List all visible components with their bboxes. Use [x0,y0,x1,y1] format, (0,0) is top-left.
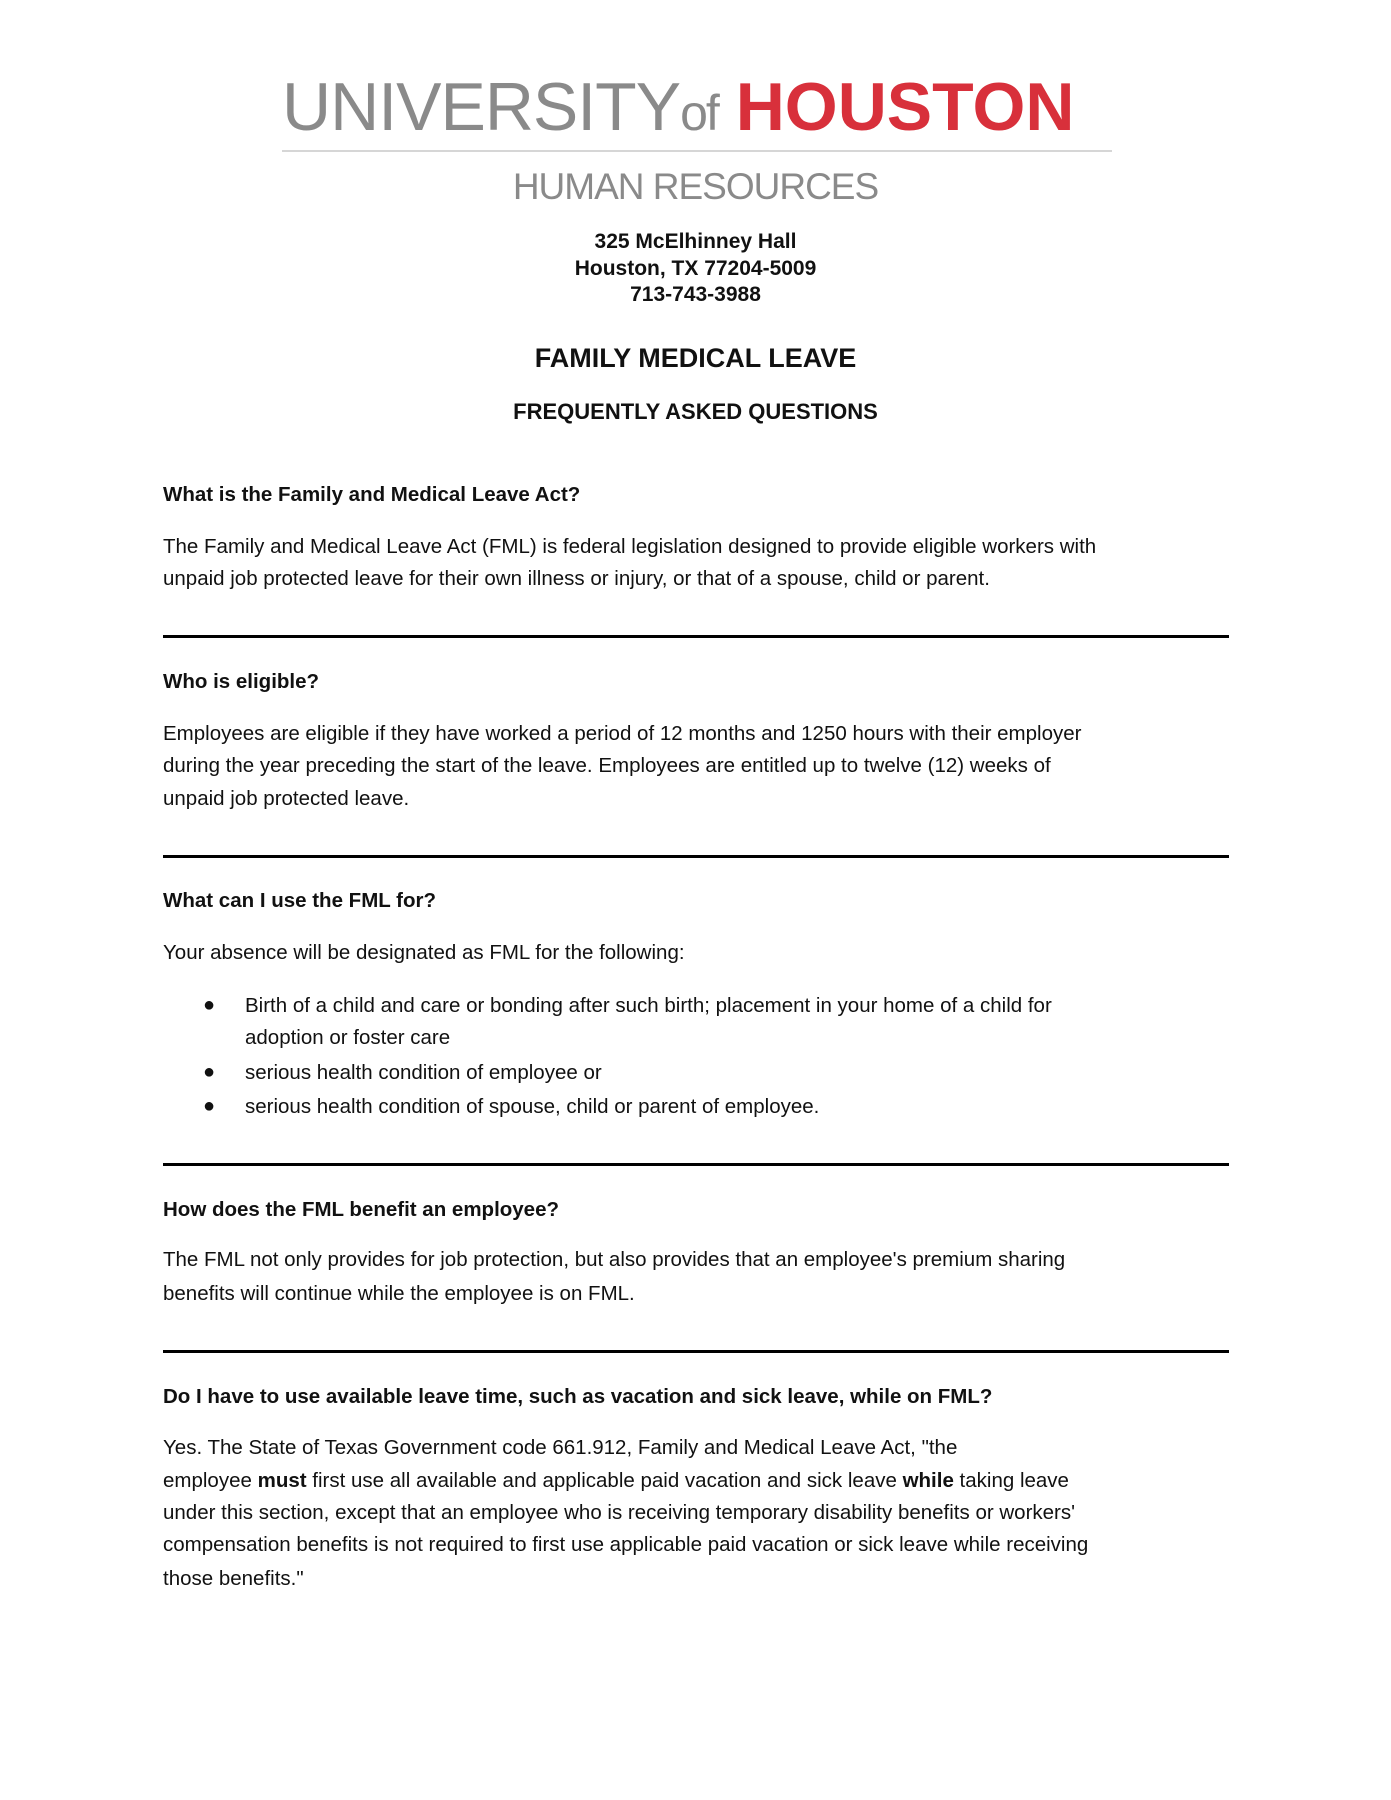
bullet-item-continued: adoption or foster care [245,1026,451,1049]
answer-text: first use all available and applicable paid vacation and sick leave [306,1469,903,1492]
bullet-item: Birth of a child and care or bonding after such birth; placement in your home of a child for [245,994,1052,1017]
page-title: FAMILY MEDICAL LEAVE [534,343,857,373]
logo-divider [282,150,1112,152]
bullet-icon: ● [203,1061,216,1083]
faq-answer-line: unpaid job protected leave for their own illness or injury, or that of a spouse, child or parent. [163,567,990,590]
faq-answer-line: Yes. The State of Texas Government code 661.912, Family and Medical Leave Act, "the [163,1436,958,1459]
faq-question: What can I use the FML for? [163,889,436,912]
section-divider [163,1163,1229,1166]
bullet-item: serious health condition of spouse, child or parent of employee. [245,1095,820,1118]
logo-houston: HOUSTON [735,69,1075,145]
page-subtitle: FREQUENTLY ASKED QUESTIONS [513,399,878,424]
phone-number: 713-743-3988 [630,283,761,306]
answer-text: taking leave [953,1469,1069,1492]
section-divider [163,855,1229,858]
bullet-icon: ● [203,994,216,1016]
faq-answer-line: The Family and Medical Leave Act (FML) is federal legislation designed to provide eligible workers with [163,535,1097,558]
faq-question: Who is eligible? [163,670,320,693]
faq-question: Do I have to use available leave time, such as vacation and sick leave, while on FML? [163,1385,993,1408]
answer-text: employee [163,1469,258,1492]
logo-of: of [680,85,718,141]
faq-question: How does the FML benefit an employee? [163,1198,560,1221]
faq-answer-line: Employees are eligible if they have worked a period of 12 months and 1250 hours with their employer [163,722,1082,745]
faq-answer-line: those benefits." [163,1567,304,1590]
university-logo [282,69,1120,145]
section-divider [163,635,1229,638]
address-line: 325 McElhinney Hall [594,230,797,253]
emphasis-while: while [902,1469,954,1492]
address-line: Houston, TX 77204-5009 [574,257,817,280]
faq-answer-line: benefits will continue while the employee is on FML. [163,1282,635,1305]
bullet-item: serious health condition of employee or [245,1061,602,1084]
logo-university: UNIVERSITY [282,69,681,145]
faq-answer-line: compensation benefits is not required to first use applicable paid vacation or sick leave while receiving [163,1533,1089,1556]
faq-answer-line: during the year preceding the start of the leave. Employees are entitled up to twelve (12) weeks of [163,754,1051,777]
bullet-icon: ● [203,1095,216,1117]
faq-question: What is the Family and Medical Leave Act? [163,483,581,506]
faq-answer-line [163,1464,1069,1497]
faq-answer-line: The FML not only provides for job protection, but also provides that an employee's premium sharing [163,1248,1066,1271]
section-divider [163,1350,1229,1353]
faq-answer-line: Your absence will be designated as FML for the following: [163,941,685,964]
emphasis-must: must [257,1469,307,1492]
faq-answer-line: unpaid job protected leave. [163,787,410,810]
department-name: HUMAN RESOURCES [512,166,879,207]
faq-answer-line: under this section, except that an employee who is receiving temporary disability benefits or workers' [163,1501,1076,1524]
